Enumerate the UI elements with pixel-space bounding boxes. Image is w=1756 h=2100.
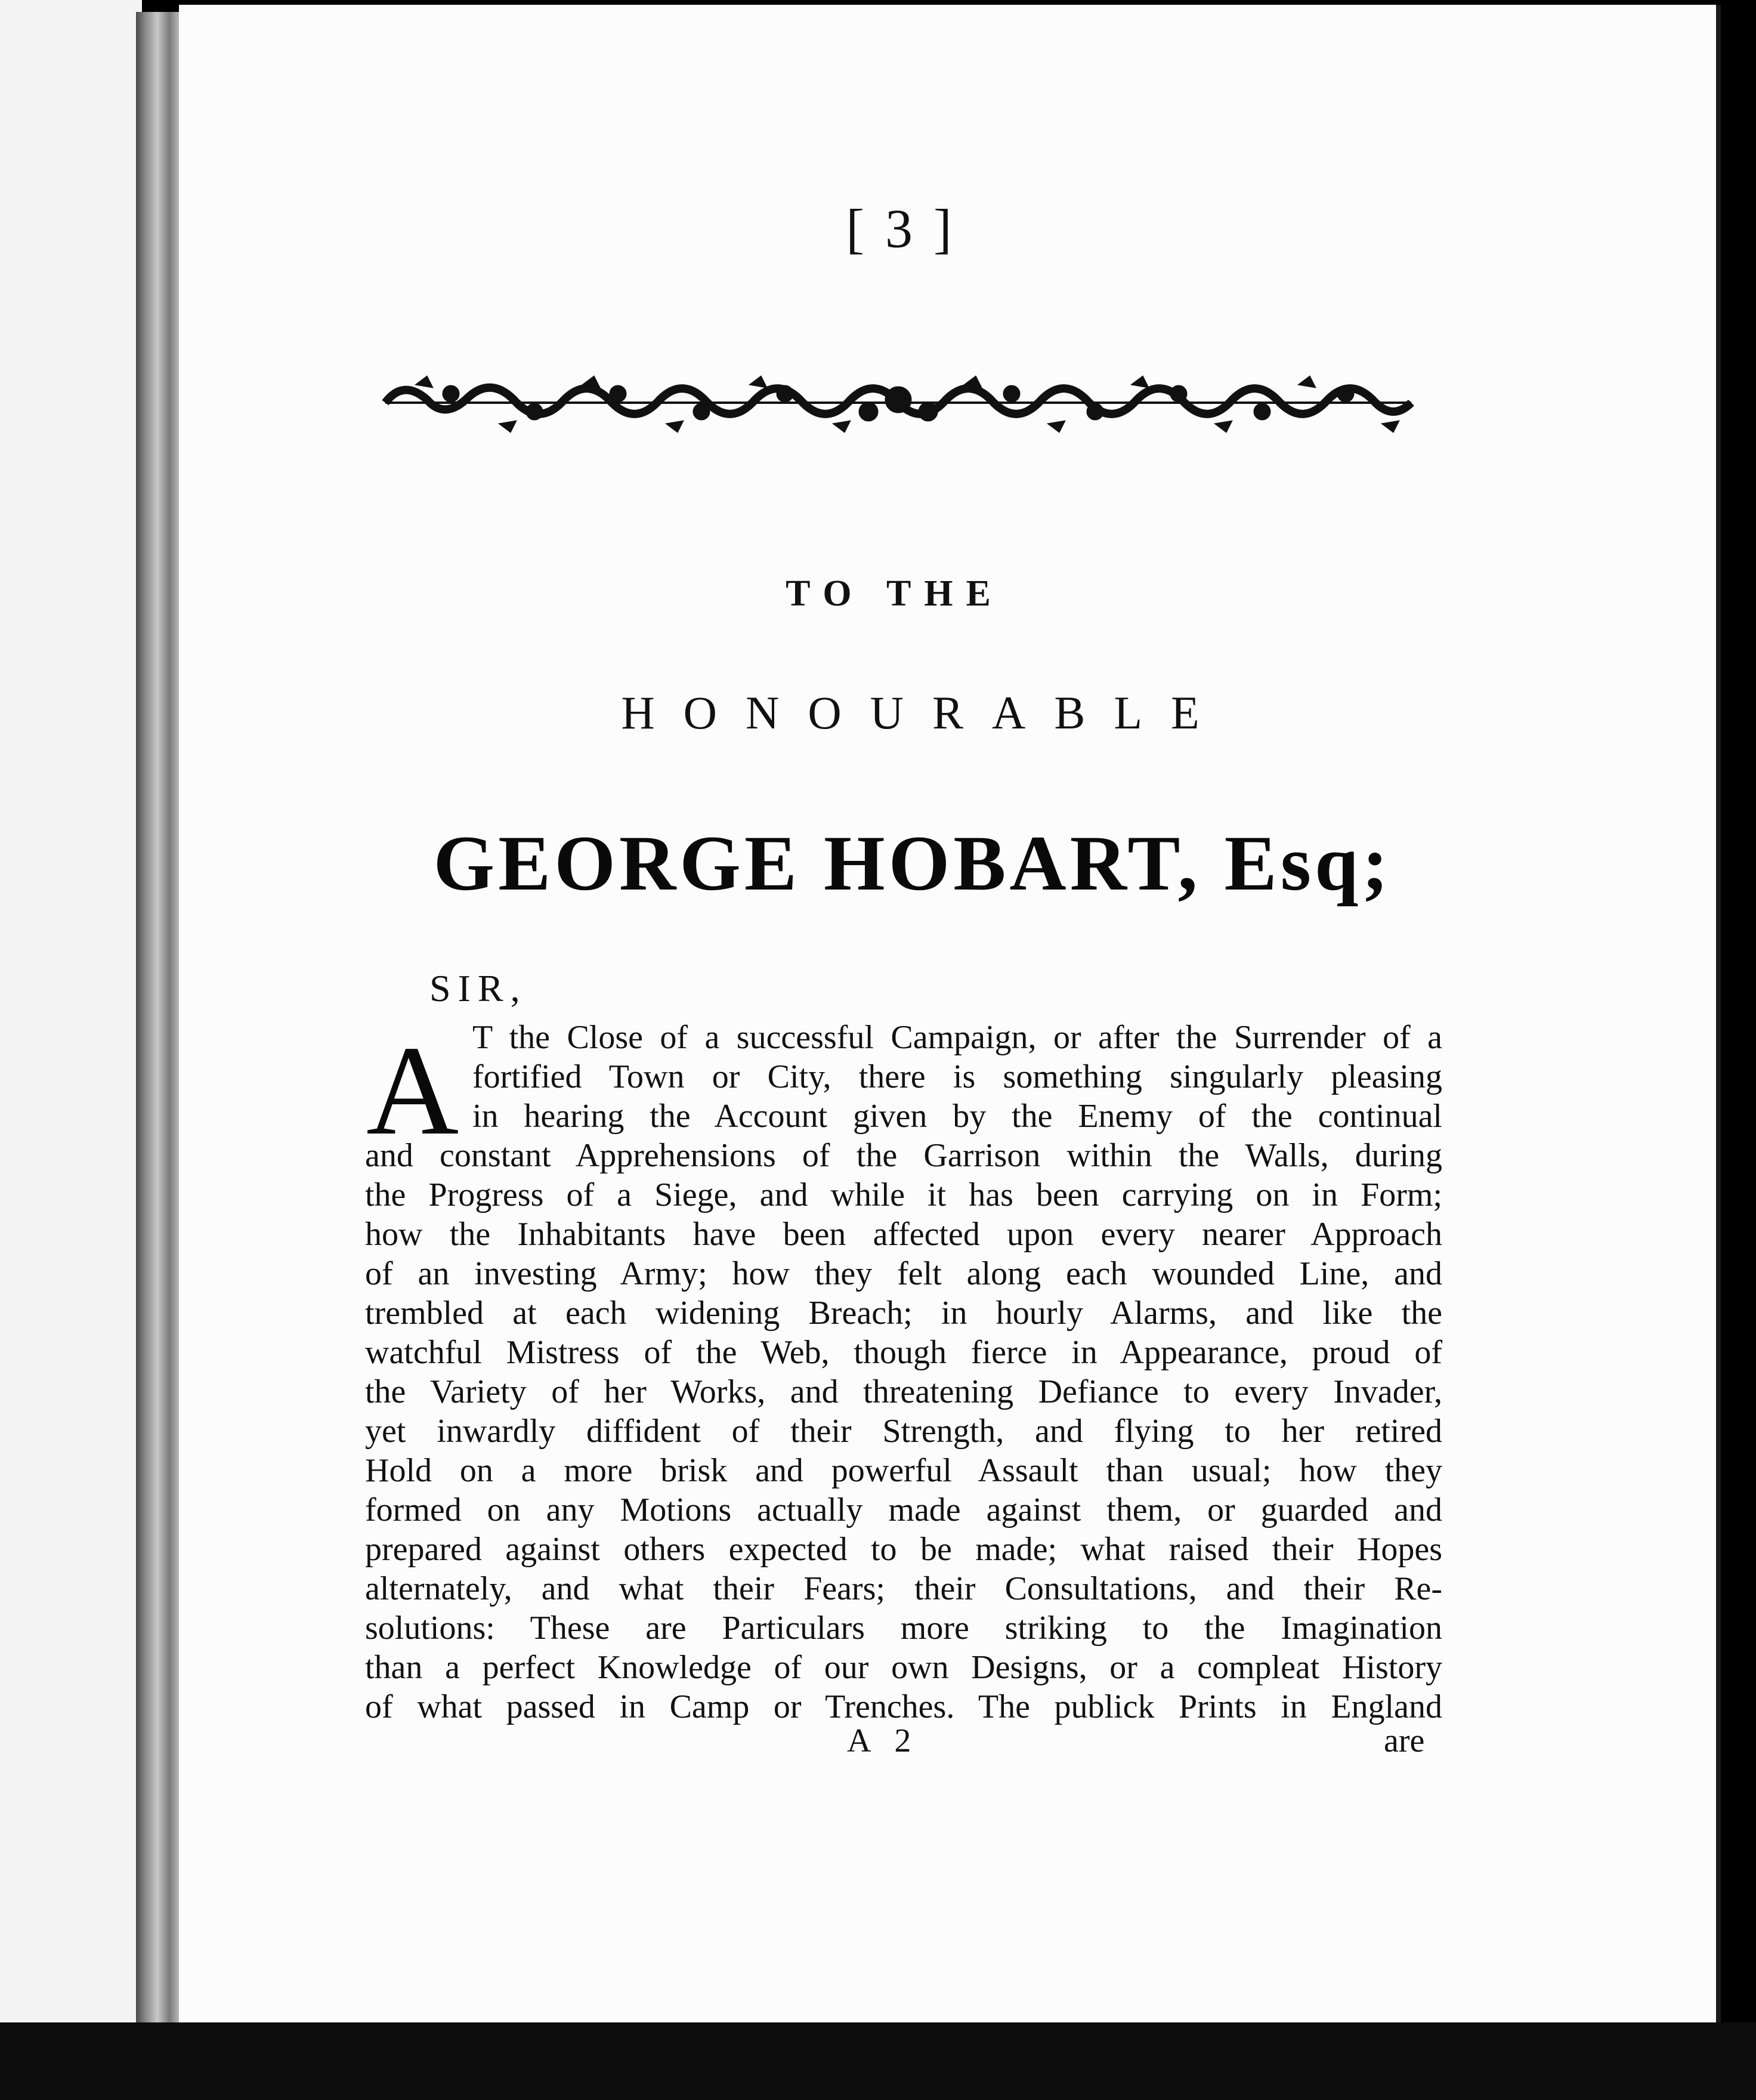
body-line: the Progress of a Siege, and while it has been carrying on in Form; [365, 1176, 1442, 1213]
body-line: formed on any Motions actually made against them, or guarded and [365, 1491, 1442, 1528]
body-line: in hearing the Account given by the Enemy of the continual [472, 1098, 1442, 1135]
salutation: SIR, [429, 967, 527, 1009]
body-line: solutions: These are Particulars more striking to the Imagination [365, 1610, 1442, 1647]
body-line: and constant Apprehensions of the Garrison within the Walls, during [365, 1137, 1442, 1174]
left-page-edge [0, 0, 142, 2028]
scan-bottom-edge [0, 2022, 1756, 2100]
drop-cap: A [366, 1019, 459, 1162]
decorative-ornament-band [379, 367, 1417, 438]
signature-mark: A 2 [847, 1722, 920, 1759]
body-line: of an investing Army; how they felt along each wounded Line, and [365, 1255, 1442, 1292]
body-line: yet inwardly diffident of their Strength, and flying to her retired [365, 1413, 1442, 1450]
body-line: the Variety of her Works, and threatening Defiance to every Invader, [365, 1373, 1442, 1410]
heading-honourable: HONOURABLE [621, 687, 1228, 739]
body-line: Hold on a more brisk and powerful Assault than usual; how they [365, 1452, 1442, 1489]
book-gutter [136, 12, 184, 2022]
heading-to-the: TO THE [786, 573, 1004, 614]
body-paragraph [365, 1018, 1442, 1727]
body-line: trembled at each widening Breach; in hourly Alarms, and like the [365, 1295, 1442, 1332]
body-line: watchful Mistress of the Web, though fierce in Appearance, proud of [365, 1334, 1442, 1371]
body-line: how the Inhabitants have been affected upon every nearer Approach [365, 1216, 1442, 1253]
body-line: alternately, and what their Fears; their Consultations, and their Re- [365, 1570, 1442, 1607]
body-line: than a perfect Knowledge of our own Designs, or a compleat History [365, 1649, 1442, 1686]
body-line: of what passed in Camp or Trenches. The publick Prints in England [365, 1688, 1442, 1725]
body-line: fortified Town or City, there is something singularly pleasing [472, 1058, 1442, 1095]
catchword: are [1384, 1722, 1425, 1759]
page-number: [ 3 ] [846, 198, 956, 259]
body-line: prepared against others expected to be made; what raised their Hopes [365, 1531, 1442, 1568]
heading-recipient-name: GEORGE HOBART, Esq; [433, 819, 1392, 907]
body-line: T the Close of a successful Campaign, or after the Surrender of a [472, 1019, 1442, 1056]
